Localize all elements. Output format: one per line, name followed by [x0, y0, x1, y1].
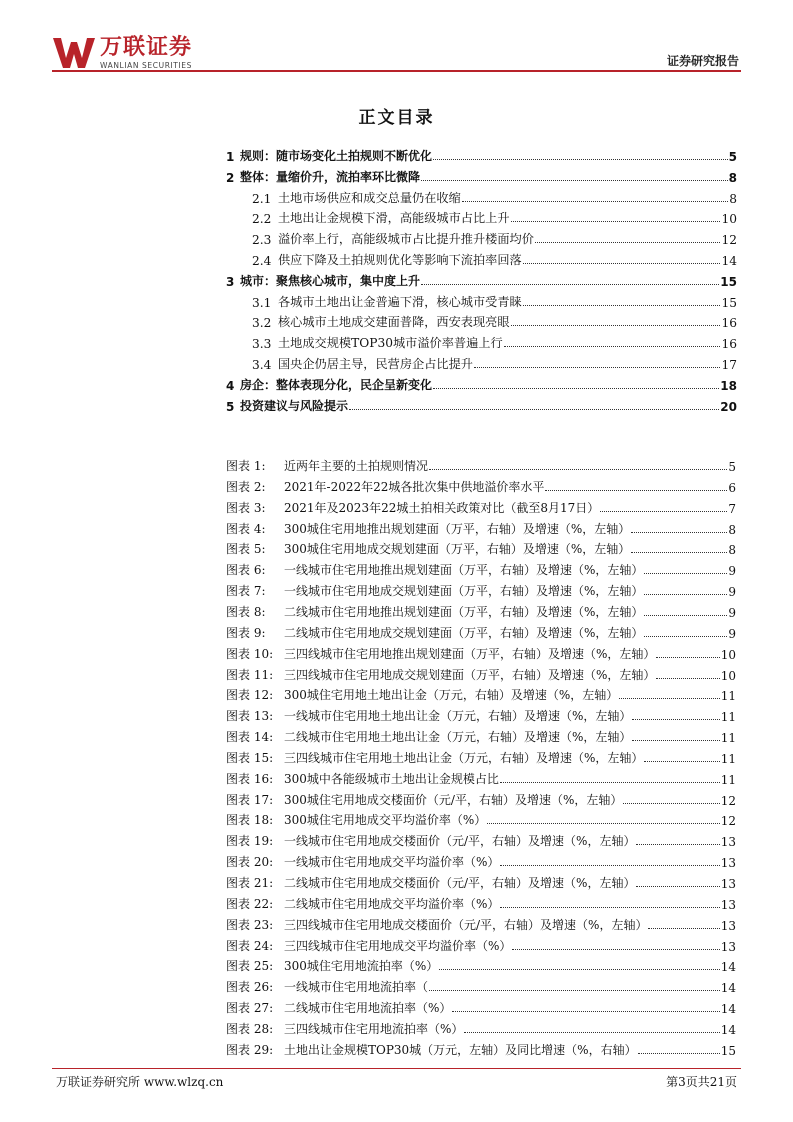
figure-page-number: 12 [720, 793, 736, 808]
toc-page-number: 20 [720, 399, 737, 414]
figure-title: 一线城市住宅用地推出规划建面（万平，右轴）及增速（%，左轴） [284, 563, 644, 578]
header-divider [52, 70, 741, 72]
logo-text-en: WANLIAN SECURITIES [100, 61, 193, 70]
toc-page-number: 12 [721, 233, 737, 248]
toc-section-row[interactable] [252, 229, 737, 247]
toc-page-number: 8 [729, 191, 737, 206]
figure-title: 二线城市住宅用地成交平均溢价率（%） [284, 896, 500, 911]
toc-number: 2.3 [252, 233, 272, 248]
figure-label: 图表 22: [226, 896, 274, 911]
toc-title: 各城市土地出让金普遍下滑，核心城市受青睐 [278, 294, 522, 309]
figure-list-row[interactable] [226, 706, 736, 724]
toc-title: 核心城市土地成交建面普降，西安表现亮眼 [278, 315, 510, 330]
figure-leader-dots [656, 677, 719, 679]
figure-leader-dots [500, 906, 719, 908]
figure-title: 一线城市住宅用地流拍率（ [284, 980, 429, 995]
figure-title: 一线城市住宅用地成交规划建面（万平，右轴）及增速（%，左轴） [284, 584, 644, 599]
figure-list-row[interactable] [226, 727, 736, 745]
figure-title: 三四线城市住宅用地成交平均溢价率（%） [284, 938, 512, 953]
figure-page-number: 13 [720, 939, 736, 954]
toc-title: 房企：整体表现分化，民企呈新变化 [240, 377, 433, 392]
figure-page-number: 10 [720, 647, 736, 662]
toc-number: 3.1 [252, 295, 272, 310]
figure-label: 图表 5: [226, 542, 266, 557]
figure-page-number: 9 [728, 605, 736, 620]
figure-title: 二线城市住宅用地土地出让金（万元，右轴）及增速（%，左轴） [284, 730, 632, 745]
figure-leader-dots [644, 614, 727, 616]
toc-number: 2.4 [252, 254, 272, 268]
figure-list-row[interactable] [226, 894, 736, 912]
figure-label: 图表 13: [226, 709, 274, 724]
figure-list-row[interactable] [226, 852, 736, 870]
toc-leader-dots [535, 241, 721, 243]
toc-number: 2 [226, 170, 235, 185]
figure-title: 一线城市住宅用地土地出让金（万元，右轴）及增速（%，左轴） [284, 709, 632, 724]
figure-list-row[interactable] [226, 477, 736, 495]
toc-section-row[interactable] [252, 354, 737, 372]
toc-leader-dots [349, 408, 719, 410]
toc-page-number: 16 [721, 337, 737, 352]
toc-page-number: 16 [721, 316, 737, 331]
toc-leader-dots [474, 366, 720, 368]
figure-title: 一线城市住宅用地成交平均溢价率（%） [284, 855, 500, 870]
figure-label: 图表 28: [226, 1021, 274, 1036]
figure-title: 300城住宅用地成交楼面价（元/平，右轴）及增速（%，左轴） [284, 792, 623, 807]
figure-label: 图表 23: [226, 917, 274, 932]
figure-label: 图表 6: [226, 563, 266, 578]
figure-leader-dots [439, 968, 719, 970]
figure-label: 图表 11: [226, 667, 274, 682]
toc-title: 投资建议与风险提示 [240, 398, 349, 413]
figure-page-number: 12 [720, 814, 736, 829]
figure-leader-dots [644, 593, 727, 595]
figure-title: 二线城市住宅用地流拍率（%） [284, 1001, 452, 1016]
figure-leader-dots [631, 531, 727, 533]
toc-title: 整体：量缩价升，流拍率环比微降 [240, 169, 421, 184]
figure-list-row[interactable] [226, 998, 736, 1016]
figure-title: 300城住宅用地流拍率（%） [284, 959, 439, 974]
figure-page-number: 9 [728, 626, 736, 641]
figure-label: 图表 10: [226, 646, 274, 661]
figure-page-number: 14 [720, 960, 736, 975]
figure-title: 300城住宅用地成交平均溢价率（%） [284, 813, 487, 828]
figure-page-number: 8 [728, 522, 736, 537]
figure-leader-dots [644, 572, 727, 574]
figure-list-row[interactable] [226, 1019, 736, 1037]
figure-title: 二线城市住宅用地成交楼面价（元/平，右轴）及增速（%，左轴） [284, 876, 636, 890]
figure-page-number: 11 [720, 731, 736, 746]
figure-list-row[interactable] [226, 623, 736, 641]
figure-page-number: 7 [728, 501, 736, 516]
figure-page-number: 9 [728, 585, 736, 600]
figure-list-row[interactable] [226, 936, 736, 954]
figure-page-number: 13 [720, 835, 736, 850]
figure-label: 图表 18: [226, 813, 274, 828]
figure-title: 三四线城市住宅用地推出规划建面（万平，右轴）及增速（%，左轴） [284, 646, 656, 661]
figure-page-number: 9 [728, 564, 736, 579]
figure-leader-dots [656, 656, 719, 658]
toc-title: 城市：聚焦核心城市，集中度上升 [240, 273, 421, 288]
figure-list-row[interactable] [226, 665, 736, 683]
footer-divider [52, 1068, 741, 1069]
figure-leader-dots [636, 885, 719, 887]
footer-source: 万联证券研究所 www.wlzq.cn [56, 1075, 224, 1089]
toc-title: 规则：随市场变化土拍规则不断优化 [240, 149, 433, 163]
figure-list-row[interactable] [226, 769, 736, 787]
figure-leader-dots [452, 1010, 719, 1012]
figure-title: 土地出让金规模TOP30城（万元，左轴）及同比增速（%，右轴） [284, 1042, 637, 1057]
figure-leader-dots [632, 739, 719, 741]
figure-leader-dots [638, 1052, 720, 1054]
toc-leader-dots [523, 262, 721, 264]
figure-leader-dots [644, 760, 719, 762]
figure-title: 三四线城市住宅用地成交规划建面（万平，右轴）及增速（%，左轴） [284, 667, 656, 682]
figure-label: 图表 25: [226, 959, 274, 974]
figure-list-row[interactable] [226, 748, 736, 766]
figure-leader-dots [487, 822, 719, 824]
figure-leader-dots [648, 927, 719, 929]
figure-leader-dots [631, 551, 727, 553]
toc-page-number: 8 [728, 170, 737, 185]
figure-page-number: 13 [720, 897, 736, 912]
figure-title: 300城住宅用地土地出让金（万元，右轴）及增速（%，左轴） [284, 688, 619, 703]
figure-page-number: 15 [720, 1043, 736, 1058]
toc-chapter-row[interactable] [226, 167, 737, 185]
toc-title: 土地出让金规模下滑，高能级城市占比上升 [278, 211, 510, 226]
figure-leader-dots [600, 510, 727, 512]
toc-number: 3.4 [252, 358, 272, 372]
figure-leader-dots [619, 697, 719, 699]
figure-label: 图表 7: [226, 584, 266, 599]
toc-section-row[interactable] [252, 208, 737, 226]
figure-leader-dots [429, 468, 727, 470]
figure-title: 近两年主要的土拍规则情况 [284, 459, 429, 473]
toc-title: 溢价率上行，高能级城市占比提升推升楼面均价 [278, 232, 534, 247]
figure-label: 图表 16: [226, 771, 274, 786]
toc-page-number: 15 [721, 295, 737, 310]
toc-number: 3.3 [252, 337, 272, 352]
toc-number: 2.2 [252, 212, 272, 227]
wanlian-logo-icon [52, 36, 96, 70]
toc-leader-dots [511, 324, 721, 326]
figure-list-row[interactable] [226, 915, 736, 933]
figure-page-number: 13 [720, 918, 736, 933]
figure-label: 图表 14: [226, 730, 274, 745]
figure-title: 2021年-2022年22城各批次集中供地溢价率水平 [284, 479, 545, 494]
footer-page-number: 第3页共21页 [666, 1075, 737, 1089]
toc-number: 3.2 [252, 316, 272, 331]
figure-label: 图表 24: [226, 938, 274, 953]
figure-list-row[interactable] [226, 581, 736, 599]
figure-title: 300城住宅用地成交规划建面（万平，右轴）及增速（%，左轴） [284, 542, 631, 557]
toc-number: 2.1 [252, 191, 272, 206]
figure-leader-dots [464, 1031, 719, 1033]
figure-page-number: 6 [728, 480, 736, 495]
toc-chapter-row[interactable] [226, 396, 737, 414]
toc-number: 4 [226, 378, 235, 393]
toc-title: 供应下降及土拍规则优化等影响下流拍率回落 [278, 253, 522, 267]
figure-page-number: 13 [720, 856, 736, 871]
figure-page-number: 11 [720, 689, 736, 704]
figure-title: 一线城市住宅用地成交楼面价（元/平，右轴）及增速（%，左轴） [284, 834, 636, 849]
figure-list-row[interactable] [226, 873, 736, 891]
toc-chapter-row[interactable] [226, 146, 737, 164]
figure-leader-dots [623, 802, 719, 804]
toc-page-number: 17 [721, 358, 737, 372]
toc-leader-dots [433, 158, 728, 160]
figure-page-number: 10 [720, 668, 736, 683]
figure-list-row[interactable] [226, 790, 736, 808]
toc-section-row[interactable] [252, 312, 737, 330]
figure-leader-dots [500, 781, 720, 783]
figure-list-row[interactable] [226, 456, 736, 474]
figure-label: 图表 27: [226, 1001, 274, 1016]
company-logo [52, 36, 212, 72]
figure-label: 图表 12: [226, 688, 274, 703]
logo-text-cn: 万联证券 [100, 35, 193, 60]
figure-list-row[interactable] [226, 831, 736, 849]
figure-list-row[interactable] [226, 685, 736, 703]
figure-label: 图表 3: [226, 500, 266, 515]
figure-list-row[interactable] [226, 560, 736, 578]
toc-leader-dots [462, 200, 728, 202]
figure-list-row[interactable] [226, 977, 736, 995]
toc-section-row[interactable] [252, 188, 737, 206]
figure-page-number: 13 [720, 877, 736, 891]
figure-label: 图表 2: [226, 479, 266, 494]
figure-list-row[interactable] [226, 644, 736, 662]
figure-list-row[interactable] [226, 602, 736, 620]
toc-chapter-row[interactable] [226, 375, 737, 393]
toc-title: 国央企仍居主导，民营房企占比提升 [278, 357, 473, 371]
figure-leader-dots [500, 864, 719, 866]
figure-list-row[interactable] [226, 498, 736, 516]
figure-label: 图表 20: [226, 855, 274, 870]
toc-leader-dots [421, 283, 719, 285]
figure-label: 图表 15: [226, 750, 274, 765]
figure-label: 图表 17: [226, 792, 274, 807]
toc-number: 5 [226, 399, 235, 414]
page-title: 正文目录 [358, 108, 435, 128]
figure-label: 图表 29: [226, 1042, 274, 1057]
figure-leader-dots [644, 635, 727, 637]
figure-list-row[interactable] [226, 810, 736, 828]
toc-title: 土地成交规模TOP30城市溢价率普遍上行 [278, 336, 503, 351]
figure-label: 图表 8: [226, 604, 266, 619]
figure-label: 图表 4: [226, 521, 266, 536]
toc-page-number: 18 [720, 378, 737, 393]
toc-number: 1 [226, 150, 235, 164]
figure-title: 三四线城市住宅用地成交楼面价（元/平，右轴）及增速（%，左轴） [284, 917, 648, 932]
figure-label: 图表 19: [226, 834, 274, 849]
report-type-label: 证券研究报告 [666, 54, 739, 68]
figure-list-row[interactable] [226, 539, 736, 557]
figure-leader-dots [636, 843, 719, 845]
toc-page-number: 10 [721, 212, 737, 227]
figure-title: 三四线城市住宅用地土地出让金（万元，右轴）及增速（%，左轴） [284, 750, 644, 765]
figure-leader-dots [512, 948, 719, 950]
toc-leader-dots [504, 345, 721, 347]
figure-page-number: 14 [720, 1002, 736, 1017]
figure-page-number: 14 [720, 1022, 736, 1037]
figure-page-number: 11 [720, 710, 736, 725]
toc-title: 土地市场供应和成交总量仍在收缩 [278, 190, 461, 205]
toc-leader-dots [511, 220, 721, 222]
toc-number: 3 [226, 274, 235, 289]
figure-page-number: 5 [728, 460, 736, 474]
figure-title: 三四线城市住宅用地流拍率（%） [284, 1021, 464, 1036]
figure-label: 图表 26: [226, 980, 274, 995]
toc-leader-dots [421, 179, 728, 181]
figure-title: 2021年及2023年22城土拍相关政策对比（截至8月17日） [284, 500, 600, 515]
figure-list-row[interactable] [226, 956, 736, 974]
figure-list-row[interactable] [226, 519, 736, 537]
toc-leader-dots [523, 304, 721, 306]
figure-label: 图表 1: [226, 459, 266, 473]
figure-page-number: 14 [720, 981, 736, 996]
toc-section-row[interactable] [252, 333, 737, 351]
figure-leader-dots [429, 989, 720, 991]
figure-leader-dots [545, 489, 727, 491]
figure-leader-dots [632, 718, 719, 720]
toc-page-number: 14 [721, 254, 737, 268]
toc-section-row[interactable] [252, 250, 737, 268]
figure-page-number: 8 [728, 543, 736, 558]
figure-title: 300城中各能级城市土地出让金规模占比 [284, 771, 499, 786]
figure-title: 300城住宅用地推出规划建面（万平，右轴）及增速（%，左轴） [284, 521, 631, 536]
figure-label: 图表 21: [226, 876, 274, 890]
figure-title: 二线城市住宅用地推出规划建面（万平，右轴）及增速（%，左轴） [284, 604, 644, 619]
figure-title: 二线城市住宅用地成交规划建面（万平，右轴）及增速（%，左轴） [284, 625, 644, 640]
figure-label: 图表 9: [226, 625, 266, 640]
toc-page-number: 5 [728, 150, 737, 164]
toc-page-number: 15 [720, 274, 737, 289]
figure-list-row[interactable] [226, 1040, 736, 1058]
figure-page-number: 11 [720, 751, 736, 766]
toc-section-row[interactable] [252, 292, 737, 310]
toc-chapter-row[interactable] [226, 271, 737, 289]
toc-leader-dots [433, 387, 719, 389]
figure-page-number: 11 [720, 772, 736, 787]
